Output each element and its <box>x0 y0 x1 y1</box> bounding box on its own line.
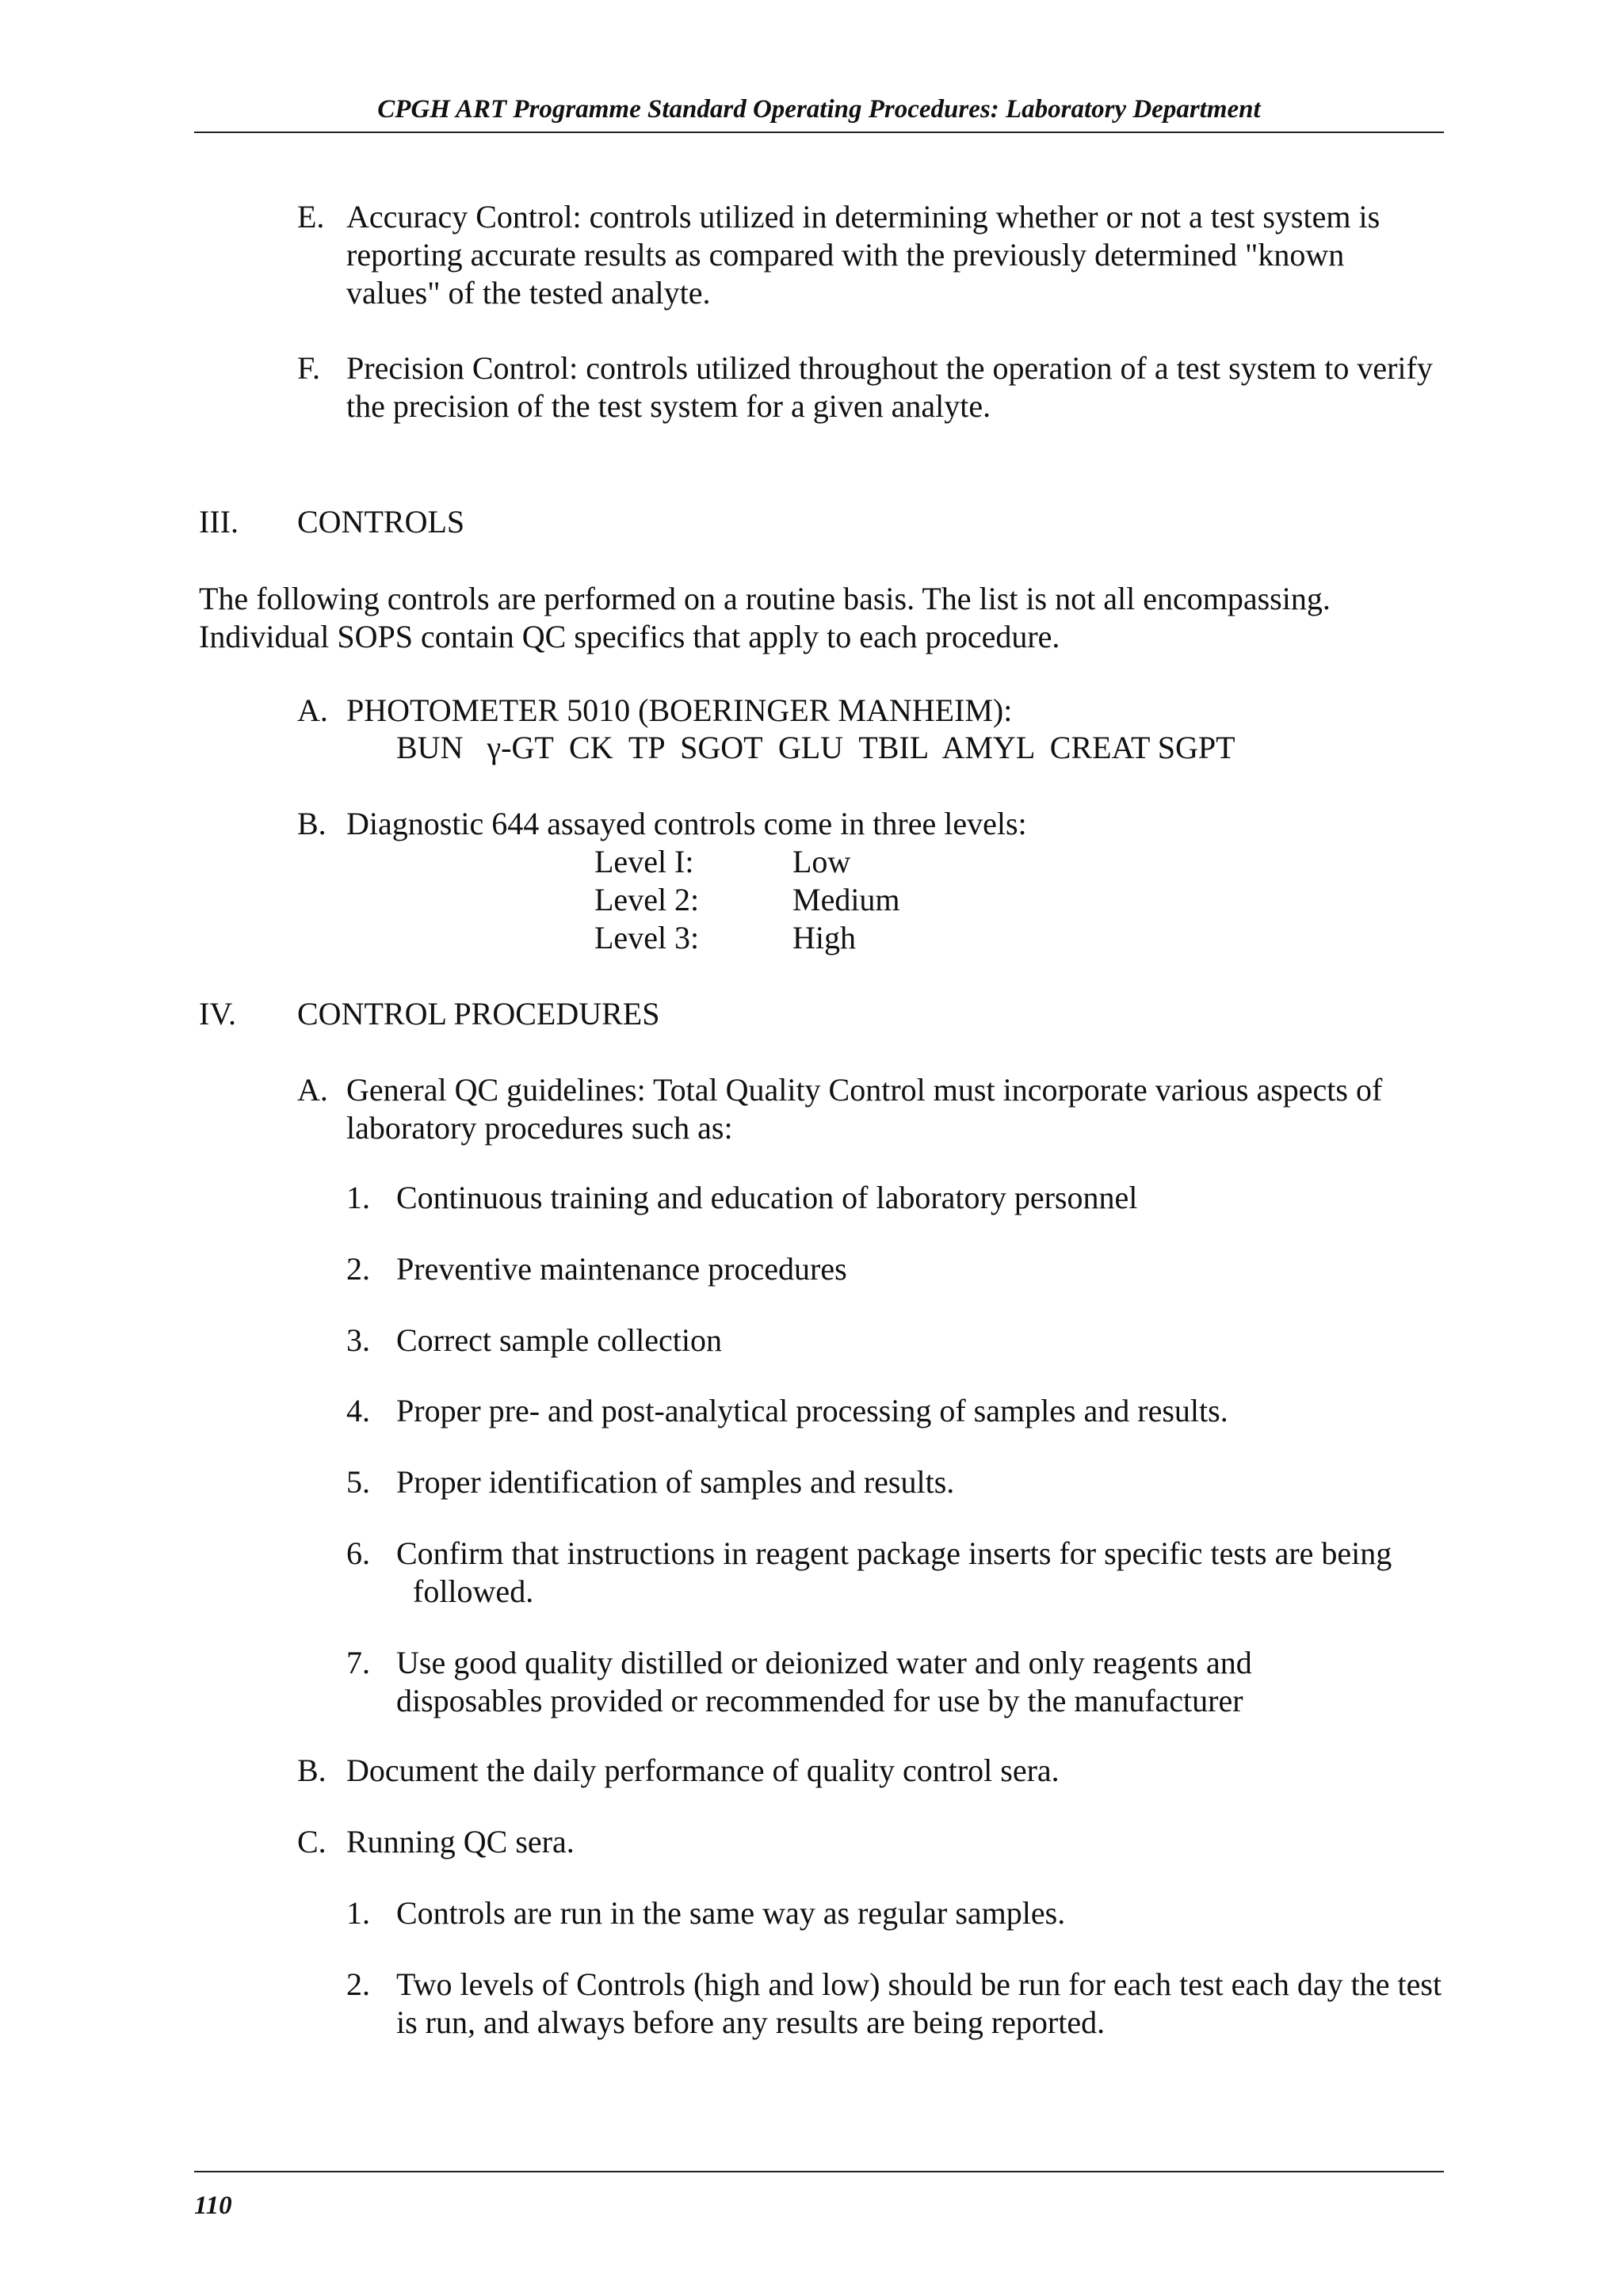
qc-guideline-1-number: 1. <box>346 1180 370 1215</box>
qc-guideline-2-text: Preventive maintenance procedures <box>396 1251 847 1287</box>
section-4-c-text: Running QC sera. <box>346 1824 575 1859</box>
running-header: CPGH ART Programme Standard Operating Procedures: Laboratory Department <box>377 95 1261 124</box>
photometer-test-list: BUN γ-GT CK TP SGOT GLU TBIL AMYL CREAT SGPT <box>396 730 1235 765</box>
qc-guideline-6-number: 6. <box>346 1535 370 1571</box>
qc-guideline-1-text: Continuous training and education of laboratory personnel <box>396 1180 1138 1215</box>
running-qc-2-text: Two levels of Controls (high and low) should be run for each test each day the test is run, and always before any results are being reported. <box>396 1966 1442 2040</box>
item-f-text: Precision Control: controls utilized throughout the operation of a test system to verify the precision of the test system for a given analyte. <box>346 350 1433 424</box>
header-rule <box>194 132 1444 133</box>
section-3-a-label: A. <box>297 692 328 728</box>
qc-guideline-5-number: 5. <box>346 1464 370 1500</box>
section-4-b-label: B. <box>297 1753 327 1788</box>
running-qc-1-number: 1. <box>346 1895 370 1931</box>
section-4-b-text: Document the daily performance of quality control sera. <box>346 1753 1060 1788</box>
item-e-text: Accuracy Control: controls utilized in determining whether or not a test system is reporting accurate results as compared with the previously determined "known values" of the tested analyte. <box>346 199 1381 311</box>
section-3-a-text: PHOTOMETER 5010 (BOERINGER MANHEIM): <box>346 692 1013 728</box>
qc-guideline-6-continuation: followed. <box>413 1573 534 1609</box>
page-number: 110 <box>194 2191 232 2220</box>
level-3-value: High <box>792 920 856 955</box>
item-e-label: E. <box>297 199 325 235</box>
running-qc-1-text: Controls are run in the same way as regular samples. <box>396 1895 1066 1931</box>
section-4-numeral: IV. <box>199 996 237 1032</box>
level-1-label: Level I: <box>594 844 694 879</box>
running-qc-2-number: 2. <box>346 1966 370 2002</box>
section-3-heading: CONTROLS <box>297 504 465 540</box>
qc-guideline-3-text: Correct sample collection <box>396 1322 722 1358</box>
section-3-b-label: B. <box>297 806 327 841</box>
section-4-a-label: A. <box>297 1072 328 1108</box>
qc-guideline-6-text: Confirm that instructions in reagent package inserts for specific tests are being <box>396 1535 1392 1571</box>
qc-guideline-7-text: Use good quality distilled or deionized water and only reagents and disposables provided or recommended for use by the manufacturer <box>396 1645 1252 1718</box>
level-2-value: Medium <box>792 882 900 917</box>
section-3-numeral: III. <box>199 504 239 540</box>
section-4-c-label: C. <box>297 1824 327 1859</box>
section-4-heading: CONTROL PROCEDURES <box>297 996 660 1032</box>
section-3-b-text: Diagnostic 644 assayed controls come in three levels: <box>346 806 1027 841</box>
qc-guideline-3-number: 3. <box>346 1322 370 1358</box>
level-1-value: Low <box>792 844 851 879</box>
qc-guideline-4-text: Proper pre- and post-analytical processing of samples and results. <box>396 1393 1228 1428</box>
qc-guideline-5-text: Proper identification of samples and results. <box>396 1464 955 1500</box>
qc-guideline-4-number: 4. <box>346 1393 370 1428</box>
section-3-intro: The following controls are performed on a routine basis. The list is not all encompassing. Individual SOPS contain QC specifics that apply to each procedure. <box>199 581 1331 654</box>
level-3-label: Level 3: <box>594 920 700 955</box>
qc-guideline-7-number: 7. <box>346 1645 370 1680</box>
item-f-label: F. <box>297 350 321 386</box>
footer-rule <box>194 2171 1444 2172</box>
level-2-label: Level 2: <box>594 882 700 917</box>
section-4-a-text: General QC guidelines: Total Quality Control must incorporate various aspects of laboratory procedures such as: <box>346 1072 1383 1146</box>
qc-guideline-2-number: 2. <box>346 1251 370 1287</box>
